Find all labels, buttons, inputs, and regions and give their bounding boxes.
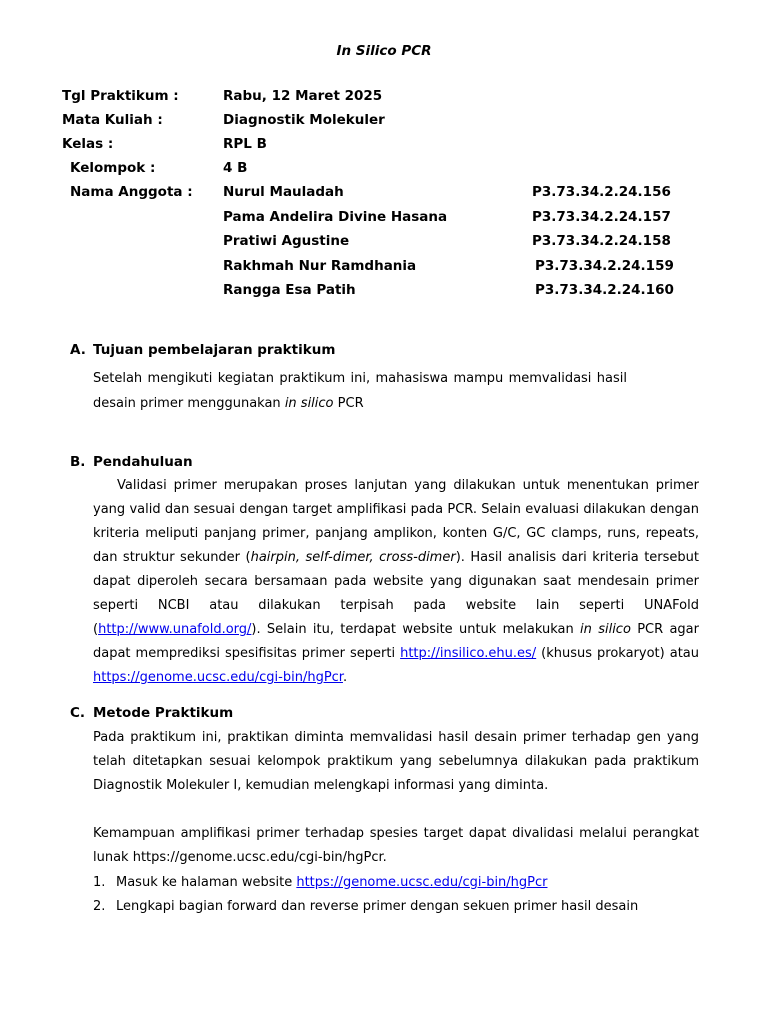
course-label: Mata Kuliah :: [62, 112, 163, 128]
ucsc-link[interactable]: https://genome.ucsc.edu/cgi-bin/hgPcr: [93, 670, 343, 685]
ucsc-step-link[interactable]: https://genome.ucsc.edu/cgi-bin/hgPcr: [296, 875, 548, 890]
members-label: Nama Anggota :: [70, 184, 193, 200]
unafold-link[interactable]: http://www.unafold.org/: [98, 622, 252, 637]
step-number: 1.: [93, 875, 106, 890]
member-id: P3.73.34.2.24.159: [535, 258, 674, 274]
section-b-paragraph: Validasi primer merupakan proses lanjutan yang dilakukan untuk menentukan primer yang valid dan sesuai dengan target amplifikasi pada PCR. Selain evaluasi dilakukan dengan kriteria meliputi panjang primer, panjang amplikon, konten G/C, GC clamps, runs, repeats, dan struktur sekunder (hairpin, self-dimer, cross-dimer). Hasil analisis dari kriteria tersebut dapat diperoleh secara bersamaan pada website yang digunakan saat mendesain primer seperti NCBI atau dilakukan terpisah pada website lain seperti UNAFold (http://www.unafold.org/). Selain itu, terdapat website untuk melakukan in silico PCR agar dapat memprediksi spesifisitas primer seperti http://insilico.ehu.es/ (khusus prokaryot) atau https://genome.ucsc.edu/cgi-bin/hgPcr.: [93, 478, 700, 685]
course-value: Diagnostik Molekuler: [223, 112, 385, 128]
member-id: P3.73.34.2.24.158: [532, 233, 671, 249]
date-value: Rabu, 12 Maret 2025: [223, 88, 383, 104]
group-value: 4 B: [223, 160, 248, 176]
member-name: Nurul Mauladah: [223, 184, 344, 200]
section-a-heading: Tujuan pembelajaran praktikum: [93, 342, 336, 358]
member-id: P3.73.34.2.24.160: [535, 282, 674, 298]
member-name: Pratiwi Agustine: [223, 233, 350, 249]
step-text: Lengkapi bagian forward dan reverse primer dengan sekuen primer hasil desain: [116, 899, 639, 914]
section-a-line-2: desain primer menggunakan in silico PCR: [93, 396, 364, 411]
member-id: P3.73.34.2.24.156: [532, 184, 671, 200]
class-label: Kelas :: [62, 136, 114, 152]
date-label: Tgl Praktikum :: [62, 88, 179, 104]
class-value: RPL B: [223, 136, 267, 152]
section-a-line-1: Setelah mengikuti kegiatan praktikum ini, mahasiswa mampu memvalidasi hasil: [93, 371, 627, 386]
section-b-heading: Pendahuluan: [93, 454, 193, 470]
group-label: Kelompok :: [70, 160, 156, 176]
section-b-letter: B.: [70, 454, 86, 470]
section-c-paragraph-2: Kemampuan amplifikasi primer terhadap spesies target dapat divalidasi melalui perangkat lunak https://genome.ucsc.edu/cgi-bin/hgPcr.: [93, 826, 699, 865]
member-id: P3.73.34.2.24.157: [532, 209, 671, 225]
section-a-letter: A.: [70, 342, 86, 358]
document-title: In Silico PCR: [336, 43, 432, 59]
insilico-link[interactable]: http://insilico.ehu.es/: [400, 646, 537, 661]
section-c-paragraph-1: Pada praktikum ini, praktikan diminta memvalidasi hasil desain primer terhadap gen yang telah ditetapkan sesuai kelompok praktikum yang sebelumnya dilakukan pada praktikum Diagnostik Molekuler I, kemudian melengkapi informasi yang diminta.: [93, 730, 699, 793]
section-c-letter: C.: [70, 705, 86, 721]
member-name: Rangga Esa Patih: [223, 282, 356, 298]
step-text: Masuk ke halaman website https://genome.ucsc.edu/cgi-bin/hgPcr: [116, 875, 548, 890]
member-name: Pama Andelira Divine Hasana: [223, 209, 448, 225]
step-number: 2.: [93, 899, 106, 914]
member-name: Rakhmah Nur Ramdhania: [223, 258, 417, 274]
section-c-heading: Metode Praktikum: [93, 705, 234, 721]
